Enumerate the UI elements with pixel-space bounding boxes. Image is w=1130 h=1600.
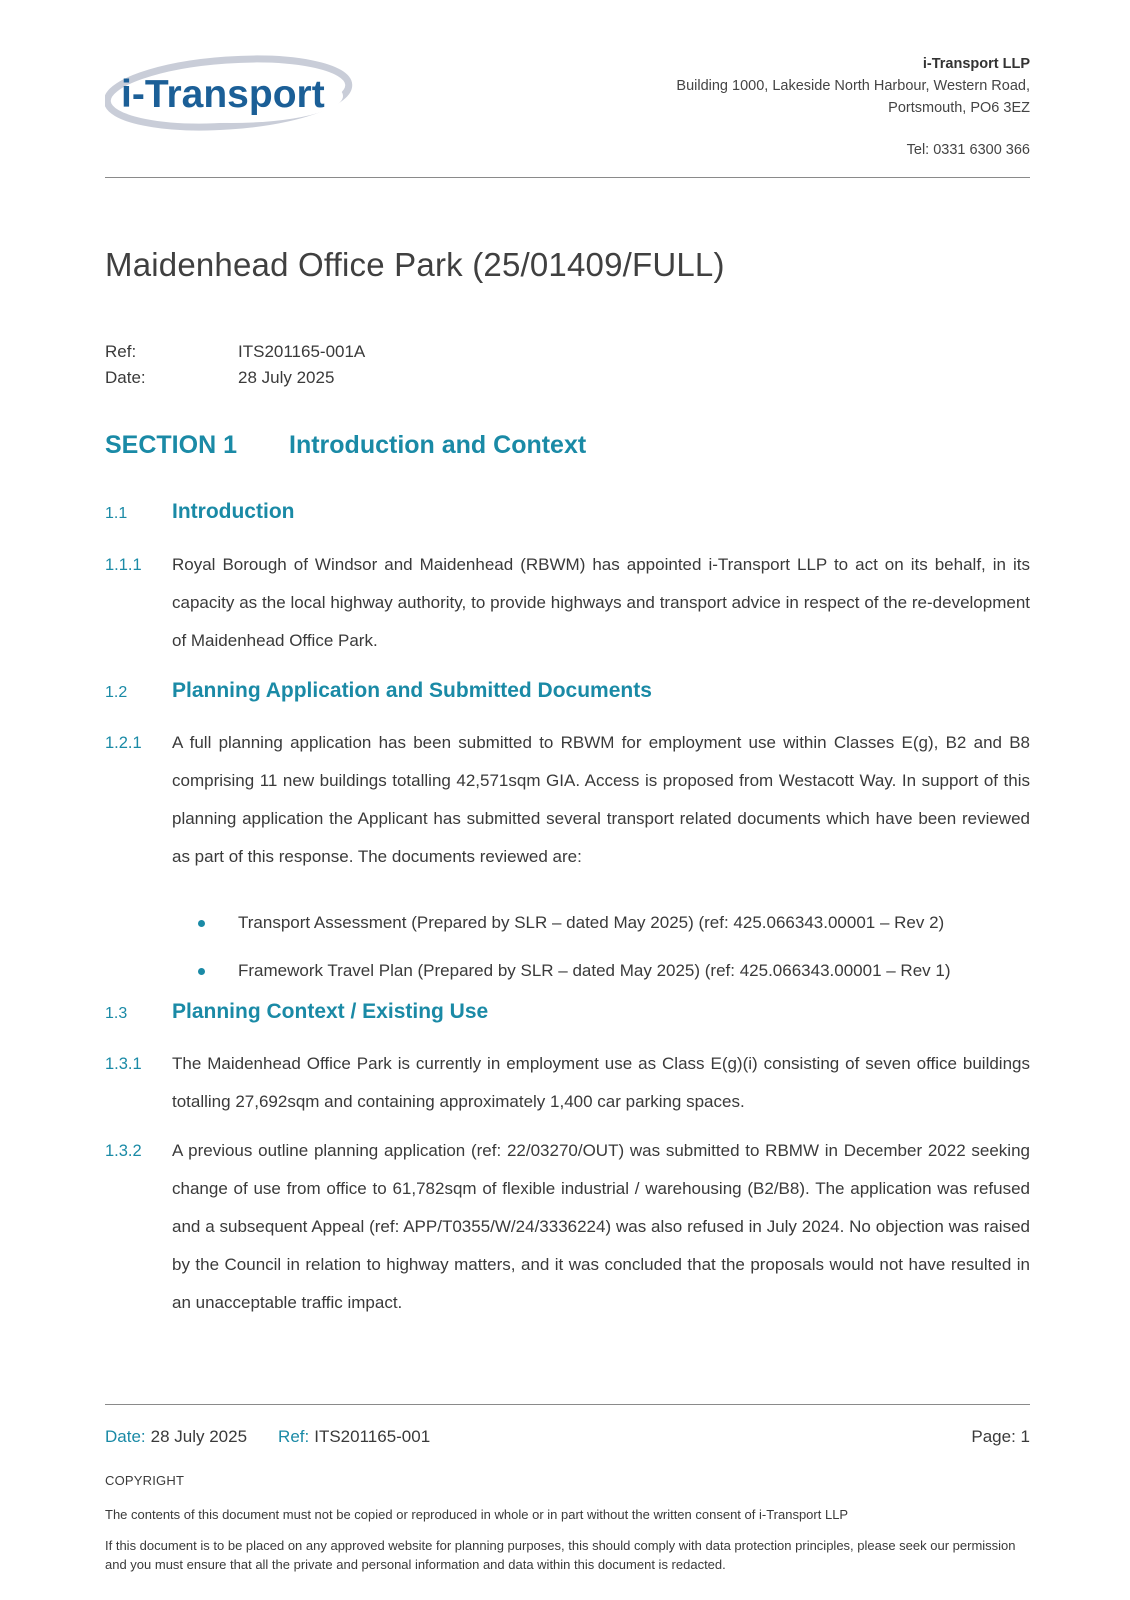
paragraph-text: A previous outline planning application (ref: 22/03270/OUT) was submitted to RBMW in December 2022 seeking change of use from office to 61,782sqm of flexible industrial / warehousing (B2/B8). The application was refused and a subsequent Appeal (ref: APP/T0355/W/24/3336224) was also refused in July 2024. No objection was raised by the Council in relation to highway matters, and it was concluded that the proposals would not have resulted in an unacceptable traffic impact.	[172, 1141, 1030, 1312]
subsection-number: 1.1	[105, 505, 128, 522]
document-meta	[105, 339, 365, 391]
footer-meta	[105, 1427, 1030, 1447]
company-logo	[105, 52, 355, 134]
logo-text: i-Transport	[121, 73, 325, 116]
list-item	[198, 899, 1028, 947]
section-heading	[105, 431, 586, 460]
list-item-text: Transport Assessment (Prepared by SLR – dated May 2025) (ref: 425.066343.00001 – Rev 2)	[238, 913, 945, 932]
subsection-title: Planning Application and Submitted Documents	[172, 679, 652, 702]
paragraph	[105, 1045, 1030, 1121]
paragraph-number: 1.3.1	[105, 1055, 142, 1073]
paragraph	[105, 546, 1030, 660]
copyright-text: The contents of this document must not be copied or reproduced in whole or in part without the written consent of i-Transport LLP	[105, 1507, 849, 1522]
header-divider	[105, 177, 1030, 178]
paragraph-number: 1.1.1	[105, 556, 142, 574]
paragraph-text: Royal Borough of Windsor and Maidenhead (RBWM) has appointed i-Transport LLP to act on its behalf, in its capacity as the local highway authority, to provide highways and transport advice in respect of the re-development of Maidenhead Office Park.	[172, 555, 1030, 650]
footer-date-value: 28 July 2025	[150, 1427, 248, 1446]
footer-date-label: Date:	[105, 1427, 146, 1446]
subsection-heading	[105, 679, 652, 703]
paragraph-number: 1.3.2	[105, 1142, 142, 1160]
date-label: Date:	[105, 368, 146, 387]
meta-date-row	[105, 365, 365, 391]
ref-value: ITS201165-001A	[238, 342, 366, 361]
bullet-icon	[198, 968, 205, 975]
document-title: Maidenhead Office Park (25/01409/FULL)	[105, 246, 725, 283]
address-line-2: Portsmouth, PO6 3EZ	[888, 100, 1030, 116]
company-address	[676, 53, 1030, 161]
paragraph-text: A full planning application has been submitted to RBWM for employment use within Classes E(g), B2 and B8 comprising 11 new buildings totalling 42,571sqm GIA. Access is proposed from Westacott Way. In support of this planning application the Applicant has submitted several transport related documents which have been reviewed as part of this response. The documents reviewed are:	[172, 733, 1030, 866]
footer-ref	[278, 1427, 430, 1447]
subsection-heading	[105, 500, 294, 524]
bullet-icon	[198, 920, 205, 927]
meta-ref-row	[105, 339, 365, 365]
paragraph-number: 1.2.1	[105, 734, 142, 752]
footer-date	[105, 1427, 247, 1447]
section-title: Introduction and Context	[289, 431, 587, 459]
logo-swoosh-icon	[105, 52, 355, 134]
footer-ref-label: Ref:	[278, 1427, 310, 1446]
subsection-heading	[105, 1000, 488, 1024]
website-notice: If this document is to be placed on any approved website for planning purposes, this should comply with data protection principles, please seek our permission and you must ensure that all the private and personal information and data within this document is redacted.	[105, 1538, 1016, 1572]
section-number: SECTION 1	[105, 431, 237, 459]
subsection-title: Planning Context / Existing Use	[172, 1000, 489, 1023]
company-telephone: Tel: 0331 6300 366	[906, 142, 1030, 158]
subsection-number: 1.3	[105, 1005, 128, 1022]
footer-ref-value: ITS201165-001	[314, 1427, 431, 1446]
company-name: i-Transport LLP	[922, 56, 1030, 72]
documents-reviewed-list	[198, 899, 1028, 995]
list-item-text: Framework Travel Plan (Prepared by SLR – dated May 2025) (ref: 425.066343.00001 – Rev 1)	[238, 961, 951, 980]
ref-label: Ref:	[105, 342, 137, 361]
address-line-1: Building 1000, Lakeside North Harbour, Western Road,	[676, 78, 1030, 94]
list-item	[198, 947, 1028, 995]
subsection-title: Introduction	[172, 500, 295, 523]
page-number: Page: 1	[971, 1427, 1030, 1446]
paragraph	[105, 1132, 1030, 1322]
copyright-heading: COPYRIGHT	[105, 1473, 185, 1488]
paragraph	[105, 724, 1030, 876]
subsection-number: 1.2	[105, 684, 128, 701]
footer-divider	[105, 1404, 1030, 1405]
date-value: 28 July 2025	[238, 368, 335, 387]
paragraph-text: The Maidenhead Office Park is currently in employment use as Class E(g)(i) consisting of seven office buildings totalling 27,692sqm and containing approximately 1,400 car parking spaces.	[172, 1054, 1030, 1111]
